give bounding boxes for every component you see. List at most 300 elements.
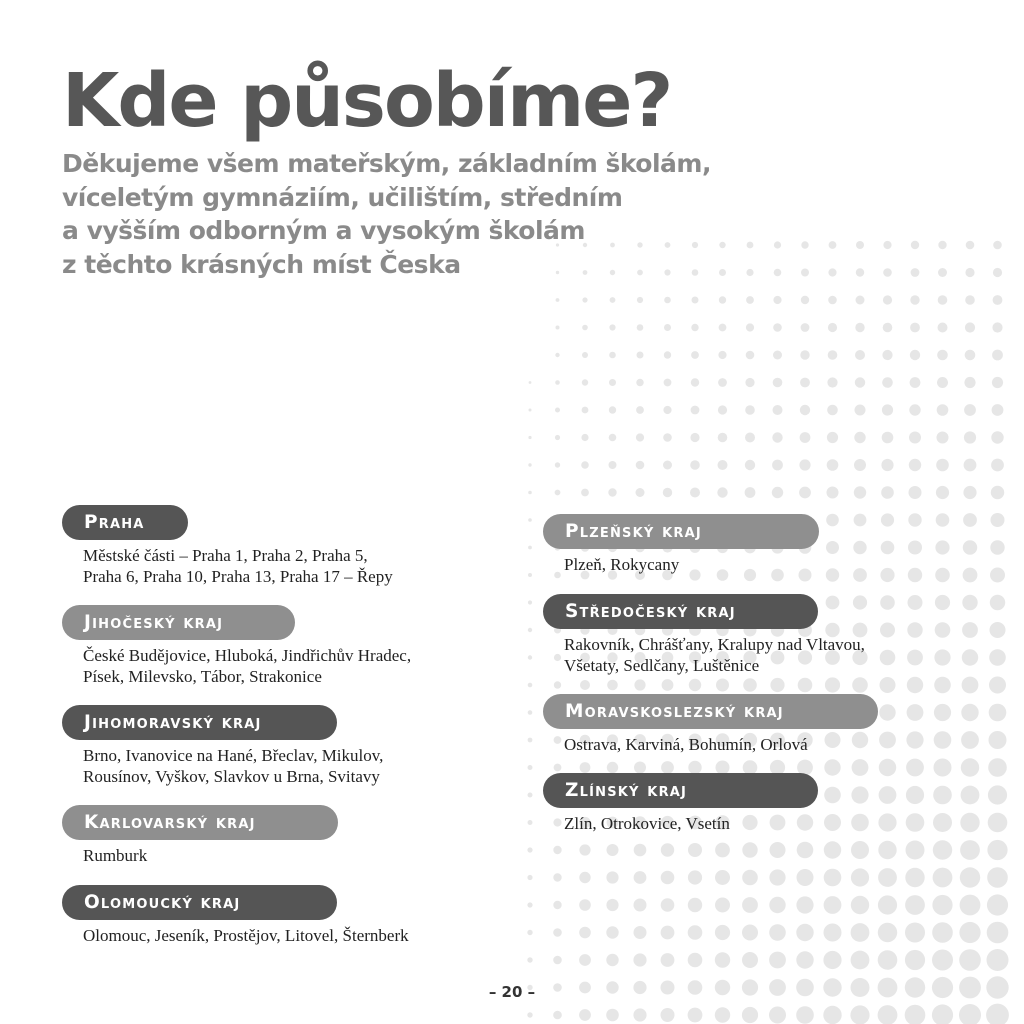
halftone-dot	[856, 296, 865, 305]
halftone-dot	[851, 786, 868, 803]
subtitle-line: víceletým gymnáziím, učilištím, středním	[62, 182, 623, 212]
halftone-dot	[773, 378, 783, 388]
halftone-dot	[691, 324, 698, 331]
halftone-dot	[527, 847, 532, 852]
halftone-dot	[528, 765, 533, 770]
halftone-dot	[963, 486, 976, 499]
halftone-dot	[796, 951, 813, 968]
halftone-dot	[582, 352, 588, 358]
halftone-dot	[719, 296, 726, 303]
halftone-dot	[990, 595, 1005, 610]
halftone-dot	[527, 875, 532, 880]
halftone-dot	[798, 678, 813, 693]
halftone-dot	[661, 843, 674, 856]
halftone-dot	[934, 677, 951, 694]
halftone-dot	[964, 459, 977, 472]
halftone-dot	[528, 793, 533, 798]
halftone-dot	[827, 459, 839, 471]
region-cities	[564, 554, 819, 575]
halftone-dot	[582, 297, 587, 302]
halftone-dot	[769, 952, 786, 969]
halftone-dot	[878, 841, 896, 859]
halftone-dot	[935, 540, 949, 554]
halftone-dot	[826, 514, 839, 527]
cities-line: Městské části – Praha 1, Praha 2, Praha 5,	[83, 546, 368, 565]
halftone-dot	[582, 407, 589, 414]
halftone-dot	[661, 953, 675, 967]
halftone-dot	[856, 268, 864, 276]
halftone-dot	[964, 404, 976, 416]
halftone-dot	[824, 869, 842, 887]
halftone-dot	[960, 895, 981, 916]
halftone-dot	[934, 731, 952, 749]
halftone-dot	[965, 268, 974, 277]
halftone-dot	[881, 513, 894, 526]
halftone-dot	[938, 295, 948, 305]
region-cities	[564, 734, 878, 755]
halftone-dot	[883, 268, 892, 277]
halftone-dot	[991, 459, 1004, 472]
halftone-dot	[800, 350, 809, 359]
halftone-dot	[851, 868, 869, 886]
halftone-dot	[964, 431, 976, 443]
halftone-dot	[556, 298, 560, 302]
halftone-dot	[908, 595, 923, 610]
halftone-dot	[851, 841, 869, 859]
halftone-dot	[606, 926, 618, 938]
region-cities	[83, 845, 338, 866]
halftone-dot	[607, 762, 618, 773]
halftone-dot	[855, 323, 864, 332]
halftone-dot	[965, 350, 976, 361]
halftone-dot	[688, 925, 703, 940]
halftone-dot	[555, 490, 561, 496]
halftone-dot	[852, 677, 868, 693]
halftone-dot	[715, 1007, 730, 1022]
halftone-dot	[909, 486, 922, 499]
cities-line: Ostrava, Karviná, Bohumín, Orlová	[564, 735, 808, 754]
halftone-dot	[800, 432, 811, 443]
halftone-dot	[555, 353, 559, 357]
halftone-dot	[854, 486, 866, 498]
halftone-dot	[855, 377, 865, 387]
halftone-dot	[769, 924, 786, 941]
halftone-dot	[581, 489, 589, 497]
halftone-dot	[882, 404, 893, 415]
halftone-dot	[579, 954, 591, 966]
halftone-dot	[938, 268, 947, 277]
halftone-dot	[905, 868, 924, 887]
cities-line: Praha 6, Praha 10, Praha 13, Praha 17 – Řepy	[83, 567, 393, 586]
halftone-dot	[688, 953, 703, 968]
halftone-dot	[556, 326, 560, 330]
halftone-dot	[528, 600, 532, 604]
halftone-dot	[937, 404, 949, 416]
halftone-dot	[880, 623, 895, 638]
halftone-dot	[965, 295, 975, 305]
halftone-dot	[796, 896, 813, 913]
halftone-dot	[824, 787, 841, 804]
halftone-dot	[826, 541, 839, 554]
halftone-dot	[772, 460, 783, 471]
halftone-dot	[933, 868, 953, 888]
halftone-dot	[937, 350, 948, 361]
halftone-dot	[881, 541, 895, 555]
halftone-dot	[961, 731, 979, 749]
halftone-dot	[664, 297, 671, 304]
halftone-dot	[932, 895, 952, 915]
halftone-dot	[745, 460, 755, 470]
halftone-dot	[718, 405, 727, 414]
halftone-dot	[824, 814, 841, 831]
halftone-dot	[938, 323, 948, 333]
halftone-dot	[555, 462, 560, 467]
halftone-dot	[634, 926, 647, 939]
halftone-dot	[935, 595, 950, 610]
halftone-dot	[883, 323, 893, 333]
halftone-dot	[742, 870, 758, 886]
halftone-dot	[636, 488, 645, 497]
halftone-dot	[773, 296, 781, 304]
halftone-dot	[664, 379, 672, 387]
halftone-dot	[796, 1006, 814, 1024]
halftone-dot	[690, 488, 700, 498]
region-label: Jihomoravský kraj	[62, 705, 337, 740]
halftone-dot	[553, 956, 562, 965]
halftone-dot	[827, 487, 839, 499]
halftone-dot	[992, 350, 1003, 361]
halftone-dot	[988, 785, 1007, 804]
halftone-dot	[905, 923, 925, 943]
halftone-dot	[691, 351, 699, 359]
halftone-dot	[718, 433, 728, 443]
region-moravskoslezsky	[543, 694, 878, 755]
halftone-dot	[965, 322, 975, 332]
halftone-dot	[959, 922, 980, 943]
halftone-dot	[856, 241, 864, 249]
halftone-dot	[742, 925, 758, 941]
halftone-dot	[746, 351, 755, 360]
halftone-dot	[607, 680, 618, 691]
halftone-dot	[606, 1009, 619, 1022]
cities-line: Plzeň, Rokycany	[564, 555, 680, 574]
halftone-dot	[962, 649, 978, 665]
halftone-dot	[634, 762, 646, 774]
page-title: Kde působíme?	[62, 58, 672, 144]
halftone-dot	[854, 459, 866, 471]
region-label: Jihočeský kraj	[62, 605, 295, 640]
halftone-dot	[800, 405, 810, 415]
halftone-dot	[907, 677, 923, 693]
subtitle-line: z těchto krásných míst Česka	[62, 249, 461, 279]
halftone-dot	[906, 841, 925, 860]
halftone-dot	[633, 1008, 646, 1021]
halftone-dot	[634, 871, 647, 884]
halftone-dot	[851, 814, 869, 832]
halftone-dot	[932, 1004, 953, 1024]
halftone-dot	[661, 761, 674, 774]
halftone-dot	[989, 649, 1006, 666]
halftone-dot	[824, 759, 840, 775]
halftone-dot	[797, 869, 814, 886]
halftone-dot	[690, 433, 699, 442]
halftone-dot	[851, 923, 870, 942]
halftone-dot	[934, 759, 952, 777]
halftone-dot	[689, 679, 701, 691]
halftone-dot	[555, 435, 560, 440]
halftone-dot	[987, 867, 1008, 888]
halftone-dot	[911, 241, 919, 249]
halftone-dot	[826, 568, 839, 581]
halftone-dot	[908, 541, 922, 555]
halftone-dot	[828, 350, 838, 360]
halftone-dot	[527, 957, 532, 962]
halftone-dot	[746, 296, 754, 304]
halftone-dot	[606, 899, 618, 911]
halftone-dot	[881, 486, 894, 499]
halftone-dot	[879, 786, 897, 804]
halftone-dot	[773, 351, 782, 360]
halftone-dot	[936, 513, 950, 527]
halftone-dot	[935, 568, 950, 583]
halftone-dot	[906, 731, 923, 748]
halftone-dot	[528, 738, 533, 743]
halftone-dot	[581, 461, 589, 469]
halftone-dot	[879, 759, 896, 776]
halftone-dot	[636, 406, 644, 414]
region-label: Olomoucký kraj	[62, 885, 337, 920]
halftone-dot	[828, 323, 837, 332]
halftone-dot	[800, 378, 810, 388]
halftone-dot	[718, 378, 727, 387]
region-praha	[62, 505, 393, 587]
halftone-dot	[716, 679, 729, 692]
halftone-dot	[527, 1012, 532, 1017]
region-label: Moravskoslezský kraj	[543, 694, 878, 729]
halftone-dot	[715, 898, 730, 913]
halftone-dot	[880, 677, 896, 693]
halftone-dot	[992, 404, 1004, 416]
halftone-dot	[528, 436, 531, 439]
halftone-dot	[993, 295, 1003, 305]
halftone-dot	[825, 677, 840, 692]
halftone-dot	[770, 678, 784, 692]
halftone-dot	[637, 324, 644, 331]
halftone-dot	[880, 595, 895, 610]
halftone-dot	[854, 514, 867, 527]
halftone-dot	[987, 949, 1009, 971]
halftone-dot	[959, 949, 981, 971]
halftone-dot	[911, 268, 920, 277]
halftone-dot	[609, 379, 616, 386]
halftone-dot	[986, 1004, 1009, 1024]
cities-line: Písek, Milevsko, Tábor, Strakonice	[83, 667, 322, 686]
halftone-dot	[719, 324, 727, 332]
halftone-dot	[528, 820, 533, 825]
halftone-dot	[769, 869, 785, 885]
halftone-dot	[907, 704, 924, 721]
halftone-dot	[905, 1005, 926, 1024]
halftone-dot	[610, 297, 616, 303]
halftone-dot	[987, 840, 1007, 860]
halftone-dot	[773, 323, 782, 332]
halftone-dot	[992, 322, 1002, 332]
halftone-dot	[962, 622, 978, 638]
halftone-dot	[636, 379, 643, 386]
cities-line: Všetaty, Sedlčany, Luštěnice	[564, 656, 760, 675]
halftone-dot	[799, 459, 810, 470]
halftone-dot	[963, 540, 977, 554]
halftone-dot	[661, 898, 675, 912]
region-jihomoravsky	[62, 705, 383, 787]
halftone-dot	[662, 679, 674, 691]
halftone-dot	[609, 461, 617, 469]
halftone-dot	[853, 568, 867, 582]
halftone-dot	[855, 350, 865, 360]
halftone-dot	[987, 894, 1008, 915]
cities-line: Brno, Ivanovice na Hané, Břeclav, Mikulov,	[83, 746, 384, 765]
halftone-dot	[772, 487, 783, 498]
halftone-dot	[609, 406, 616, 413]
halftone-dot	[963, 513, 977, 527]
page-subtitle	[62, 147, 782, 281]
cities-line: Rumburk	[83, 846, 148, 865]
halftone-dot	[937, 377, 948, 388]
halftone-dot	[993, 268, 1002, 277]
halftone-dot	[528, 491, 532, 495]
halftone-dot	[528, 655, 532, 659]
halftone-dot	[663, 433, 672, 442]
halftone-dot	[528, 628, 532, 632]
halftone-dot	[906, 759, 924, 777]
halftone-dot	[528, 546, 532, 550]
halftone-dot	[989, 677, 1006, 694]
halftone-dot	[606, 954, 618, 966]
halftone-dot	[907, 622, 922, 637]
halftone-dot	[581, 434, 588, 441]
halftone-dot	[989, 731, 1007, 749]
halftone-dot	[528, 518, 532, 522]
halftone-dot	[579, 927, 591, 939]
halftone-dot	[990, 622, 1006, 638]
region-cities	[83, 745, 383, 787]
halftone-dot	[690, 460, 700, 470]
halftone-dot	[688, 870, 702, 884]
region-karlovarsky	[62, 805, 338, 866]
region-label: Středočeský kraj	[543, 594, 818, 629]
halftone-dot	[769, 897, 785, 913]
halftone-dot	[960, 867, 980, 887]
halftone-dot	[527, 902, 532, 907]
halftone-dot	[882, 377, 893, 388]
halftone-dot	[851, 896, 869, 914]
halftone-dot	[907, 650, 923, 666]
halftone-dot	[582, 325, 588, 331]
halftone-dot	[909, 432, 921, 444]
halftone-dot	[715, 952, 730, 967]
halftone-dot	[718, 460, 728, 470]
halftone-dot	[960, 813, 979, 832]
halftone-dot	[906, 813, 925, 832]
halftone-dot	[688, 1008, 703, 1023]
halftone-dot	[527, 930, 532, 935]
region-olomoucky	[62, 885, 409, 946]
halftone-dot	[963, 568, 978, 583]
halftone-dot	[878, 950, 898, 970]
halftone-dot	[964, 377, 975, 388]
region-cities	[564, 634, 865, 676]
halftone-dot	[961, 704, 978, 721]
halftone-dot	[878, 895, 897, 914]
cities-line: České Budějovice, Hluboká, Jindřichův Hradec,	[83, 646, 412, 665]
halftone-dot	[824, 841, 841, 858]
halftone-dot	[992, 377, 1003, 388]
region-label: Plzeňský kraj	[543, 514, 819, 549]
halftone-dot	[609, 352, 616, 359]
halftone-dot	[773, 405, 783, 415]
cities-line: Rakovník, Chrášťany, Kralupy nad Vltavou,	[564, 635, 865, 654]
halftone-dot	[609, 434, 617, 442]
halftone-dot	[879, 732, 896, 749]
halftone-dot	[553, 873, 561, 881]
halftone-dot	[959, 1004, 981, 1024]
halftone-dot	[827, 405, 838, 416]
halftone-dot	[962, 677, 979, 694]
halftone-dot	[987, 922, 1009, 944]
cities-line: Rousínov, Vyškov, Slavkov u Brna, Svitavy	[83, 767, 380, 786]
halftone-dot	[988, 758, 1007, 777]
halftone-dot	[637, 297, 643, 303]
halftone-dot	[961, 786, 980, 805]
halftone-dot	[608, 488, 616, 496]
halftone-dot	[801, 296, 809, 304]
halftone-dot	[691, 406, 700, 415]
halftone-dot	[853, 541, 866, 554]
halftone-dot	[936, 486, 949, 499]
halftone-dot	[855, 405, 866, 416]
halftone-dot	[910, 377, 921, 388]
halftone-dot	[852, 759, 869, 776]
halftone-dot	[883, 241, 891, 249]
halftone-dot	[933, 786, 952, 805]
region-cities	[83, 925, 409, 946]
halftone-dot	[936, 459, 949, 472]
halftone-dot	[579, 872, 590, 883]
halftone-dot	[553, 928, 562, 937]
region-plzensky	[543, 514, 819, 575]
halftone-dot	[909, 404, 920, 415]
halftone-dot	[634, 844, 647, 857]
halftone-dot	[528, 683, 533, 688]
halftone-dot	[829, 241, 837, 249]
region-cities	[83, 645, 411, 687]
halftone-dot	[579, 844, 590, 855]
halftone-dot	[801, 241, 808, 248]
halftone-dot	[607, 844, 619, 856]
halftone-dot	[661, 926, 675, 940]
halftone-dot	[932, 950, 953, 971]
halftone-dot	[717, 487, 727, 497]
halftone-dot	[742, 1007, 758, 1023]
region-label: Karlovarský kraj	[62, 805, 338, 840]
halftone-dot	[529, 409, 532, 412]
subtitle-line: a vyšším odborným a vysokým školám	[62, 216, 585, 245]
halftone-dot	[633, 953, 646, 966]
halftone-dot	[827, 432, 838, 443]
halftone-dot	[991, 486, 1004, 499]
halftone-dot	[661, 1008, 675, 1022]
halftone-dot	[553, 1011, 562, 1020]
